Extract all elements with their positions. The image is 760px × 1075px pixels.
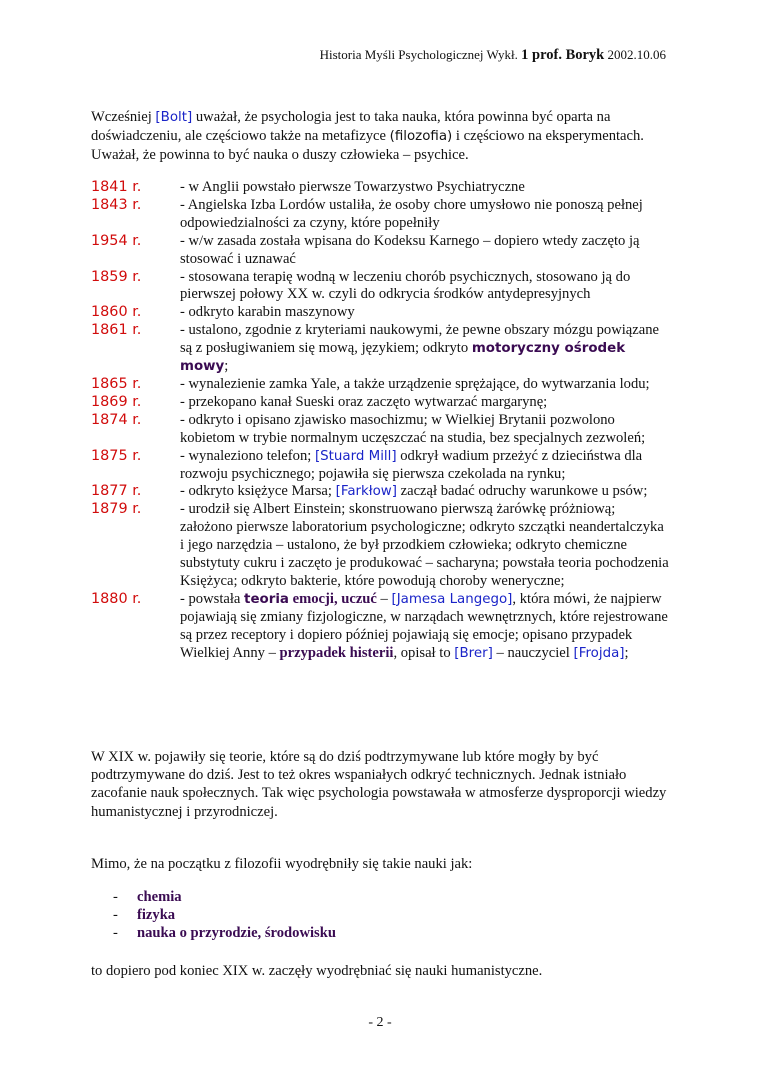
event-text	[180, 322, 669, 376]
event-text: - stosowana terapię wodną w leczeniu chorób psychicznych, stosowano ją do pierwszej połowy XX w. czyli do odkrycia środków antydepresyjnych	[180, 268, 631, 303]
list-item-physics: fizyka	[137, 907, 176, 923]
year: 1843 r.	[91, 196, 142, 213]
sciences-list	[113, 888, 336, 942]
highlight-emotions: emocji, uczuć	[288, 590, 377, 607]
event-part: , opisał to	[393, 644, 455, 661]
event-text	[180, 448, 669, 484]
list-item	[113, 924, 336, 942]
year: 1875 r.	[91, 447, 142, 464]
list-dash: -	[113, 889, 118, 905]
event-part: - powstała	[180, 590, 245, 607]
year: 1861 r.	[91, 322, 142, 339]
list-item	[113, 888, 336, 906]
timeline-row-1875	[91, 448, 669, 484]
header-title: Historia Myśli Psychologicznej Wykł.	[319, 47, 518, 62]
paragraph-sciences-intro: Mimo, że na początku z filozofii wyodrębniły się takie nauki jak:	[91, 856, 473, 872]
intro-paren: (filozofia)	[389, 129, 453, 145]
list-dash: -	[113, 907, 118, 923]
header-date: 2002.10.06	[607, 47, 666, 62]
ref-farklow: [Farkłow]	[335, 484, 397, 500]
event-text: - odkryto i opisano zjawisko masochizmu; w Wielkiej Brytanii pozwolono kobietom w trybie normalnym uczęszczać na studia, bez specjalnych zezwoleń;	[180, 411, 646, 446]
event-part: - ustalono, zgodnie z kryteriami naukowymi, że pewne obszary mózgu powiązane są z posługiwaniem się mową, językiem; odkryto	[180, 322, 659, 357]
event-part: –	[376, 590, 392, 607]
event-part: ;	[624, 644, 629, 661]
timeline-row-1861	[91, 322, 669, 376]
page-number: - 2 -	[368, 1015, 392, 1030]
timeline-row-1877	[91, 483, 669, 501]
intro-text-c: i częściowo na eksperymentach. Uważał, że powinna to być nauka o duszy człowieka – psychice.	[91, 128, 644, 164]
year: 1879 r.	[91, 501, 142, 518]
year: 1865 r.	[91, 375, 142, 392]
list-item-chemistry: chemia	[137, 889, 182, 905]
intro-text-b: uważał, że psychologia jest to taka nauka, która powinna być oparta na doświadczeniu, ale częściowo także na metafizyce	[91, 109, 611, 145]
event-text: - przekopano kanał Sueski oraz zaczęto wytwarzać margarynę;	[180, 393, 548, 410]
event-part: – nauczyciel	[492, 644, 574, 661]
ref-bolt: [Bolt]	[155, 110, 193, 125]
header-lecture: 1 prof. Boryk	[521, 47, 605, 63]
intro-text-a: Wcześniej	[91, 109, 156, 125]
ref-frojd: [Frojda]	[573, 645, 625, 661]
timeline-row-1869	[91, 394, 669, 412]
list-item-nature: nauka o przyrodzie, środowisku	[137, 925, 336, 941]
year: 1874 r.	[91, 411, 142, 428]
event-text: - urodził się Albert Einstein; skonstruowano pierwszą żarówkę próżniową; założono pierwsze laboratorium psychologiczne; odkryto szczątki neandertalczyka i jego narzędzia – ustalono, że był przodkiem człowieka; odkryto chemiczne substytuty cukru i zaczęto je produkować – sacharyna; powstała teoria pochodzenia Księżyca; odkryto bakterie, które powodują choroby weneryczne;	[180, 501, 669, 589]
highlight-theory: teoria	[244, 591, 289, 607]
paragraph-xix-century: W XIX w. pojawiły się teorie, które są do dziś podtrzymywane lub które mogły by być podtrzymywane do dziś. Jest to też okres wspaniałych odkryć technicznych. Jednak istniało zacofanie nauk społecznych. Tak więc psychologia powstawała w atmosferze dysproporcji wiedzy humanistycznej i przyrodniczej.	[91, 749, 667, 820]
list-item	[113, 906, 336, 924]
timeline-row-1860	[91, 304, 669, 322]
timeline-row-1954	[91, 233, 669, 269]
year: 1877 r.	[91, 483, 142, 500]
year: 1860 r.	[91, 304, 142, 321]
timeline-row-1874	[91, 412, 669, 448]
year: 1954 r.	[91, 232, 142, 249]
year: 1841 r.	[91, 179, 142, 195]
event-text	[180, 591, 669, 663]
timeline-row-1865	[91, 376, 669, 394]
year: 1859 r.	[91, 268, 142, 285]
year: 1869 r.	[91, 393, 142, 410]
ref-james-lange: [Jamesa Langego]	[391, 591, 513, 607]
event-text: - Angielska Izba Lordów ustaliła, że osoby chore umysłowo nie ponoszą pełnej odpowiedzialności za czyny, które popełniły	[180, 196, 643, 231]
event-text: - w Anglii powstało pierwsze Towarzystwo Psychiatryczne	[180, 179, 525, 195]
year: 1880 r.	[91, 590, 142, 607]
timeline-row-1879	[91, 501, 669, 591]
timeline-row-1843	[91, 197, 669, 233]
highlight-hysteria: przypadek histerii	[279, 644, 394, 661]
event-text	[180, 483, 669, 501]
intro-paragraph	[91, 108, 671, 165]
event-part: - odkryto księżyce Marsa;	[180, 483, 336, 500]
paragraph-humanities: to dopiero pod koniec XIX w. zaczęły wyodrębniać się nauki humanistyczne.	[91, 963, 543, 979]
event-part: zaczął badać odruchy warunkowe u psów;	[396, 483, 648, 500]
event-text: - odkryto karabin maszynowy	[180, 304, 355, 321]
highlight-motor-speech-center: motoryczny ośrodek mowy	[180, 341, 626, 375]
timeline-row-1859	[91, 269, 669, 305]
ref-brer: [Brer]	[454, 645, 493, 661]
list-dash: -	[113, 925, 118, 941]
event-part: ;	[224, 358, 229, 375]
timeline	[91, 179, 669, 662]
event-part: - wynaleziono telefon;	[180, 447, 315, 464]
event-text: - wynalezienie zamka Yale, a także urządzenie sprężające, do wytwarzania lodu;	[180, 375, 650, 392]
event-text: - w/w zasada została wpisana do Kodeksu Karnego – dopiero wtedy zaczęto ją stosować i uznawać	[180, 232, 640, 267]
page-header	[320, 47, 666, 64]
event-part: odkrył wadium przeżyć z dzieciństwa dla rozwoju psychicznego; pojawiła się pierwsza czekolada na rynku;	[180, 447, 643, 482]
ref-stuard-mill: [Stuard Mill]	[314, 448, 397, 464]
timeline-row-1880	[91, 591, 669, 663]
event-part: , która mówi, że najpierw pojawiają się zmiany fizjologiczne, w narządach wewnętrznych, które rejestrowane są przez receptory i dopiero później pojawiają się emocje; opisano przypadek Wielkiej Anny –	[180, 590, 668, 661]
timeline-row-1841	[91, 179, 669, 197]
